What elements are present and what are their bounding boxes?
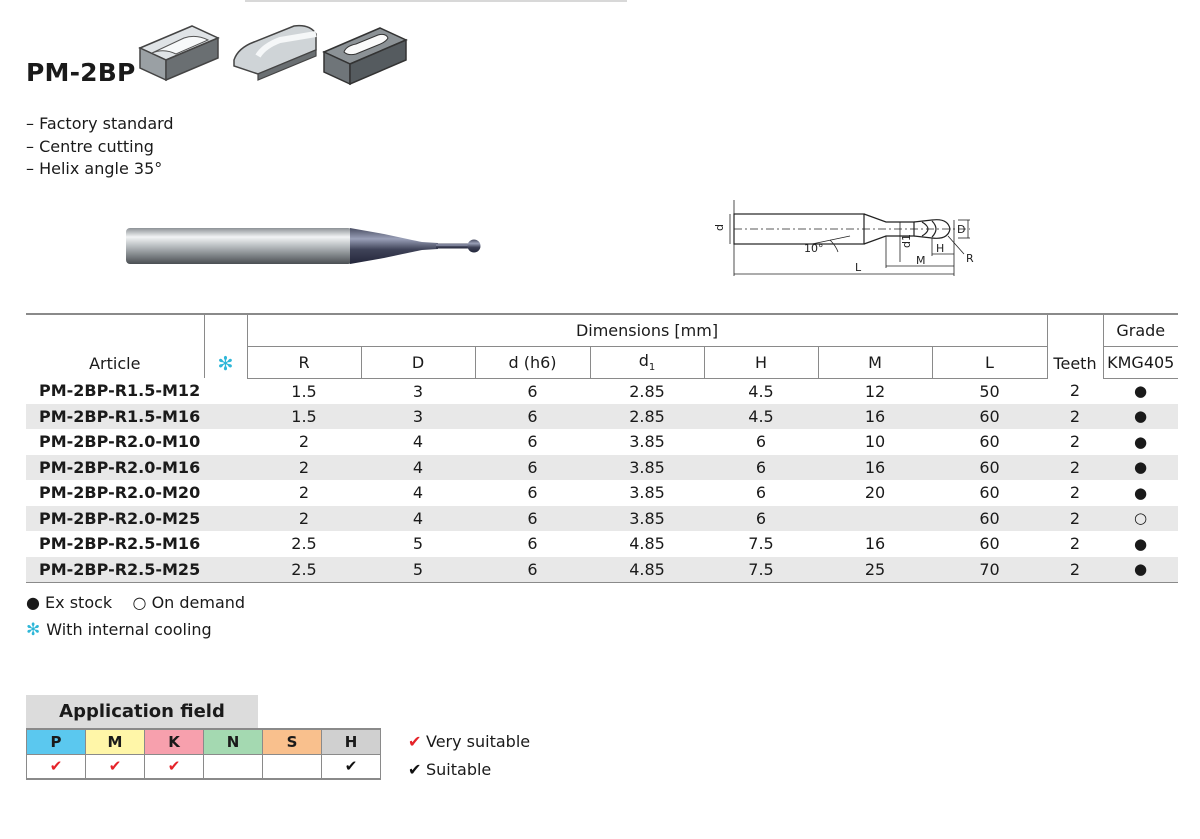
cell-grade: ● <box>1133 483 1148 502</box>
material-p-check-icon: ✔ <box>27 754 86 779</box>
cell-H: 4.5 <box>748 381 774 401</box>
cell-L: 60 <box>932 404 1047 430</box>
cell-article: PM-2BP-R2.0-M20 <box>39 483 201 503</box>
material-n-check-icon <box>204 754 263 779</box>
cell-cooling <box>204 429 247 455</box>
cell-L: 60 <box>932 506 1047 532</box>
cell-d: 6 <box>527 432 538 452</box>
header-article: Article <box>26 314 204 378</box>
feature-item: – Centre cutting <box>26 136 154 156</box>
product-title: PM-2BP <box>26 58 136 87</box>
cell-D: 3 <box>361 404 475 430</box>
header-H: H <box>704 346 818 378</box>
cell-grade: ● <box>1133 382 1148 400</box>
header-grade-code: KMG405 <box>1103 346 1178 378</box>
cell-article: PM-2BP-R2.5-M25 <box>26 557 204 583</box>
header-dimensions: Dimensions [mm] <box>247 314 1047 346</box>
cell-cooling <box>204 455 247 481</box>
dimension-table <box>26 313 1178 583</box>
cell-d: 6 <box>527 534 538 554</box>
dim-label-R: R <box>966 252 974 265</box>
cell-R: 2 <box>298 432 310 452</box>
cell-cooling <box>204 378 247 404</box>
snowflake-icon: ✻ <box>26 620 41 640</box>
material-s: S <box>263 729 322 754</box>
cell-article: PM-2BP-R2.0-M25 <box>26 506 204 532</box>
cell-article: PM-2BP-R2.5-M16 <box>39 534 201 554</box>
application-field-table <box>26 728 381 780</box>
dim-label-angle: 10° <box>804 242 824 255</box>
cell-D: 4 <box>361 455 475 481</box>
cell-cooling <box>204 531 247 557</box>
cell-article: PM-2BP-R2.0-M16 <box>26 455 204 481</box>
end-mill-dimension-drawing <box>700 200 990 286</box>
cell-teeth: 2 <box>1047 455 1103 481</box>
table-row <box>26 378 1178 404</box>
header-d1: $d_1$ <box>590 346 704 378</box>
cell-L: 50 <box>979 381 1000 401</box>
cell-cooling <box>204 506 247 532</box>
cell-d: 6 <box>527 483 538 503</box>
cell-H: 6 <box>704 506 818 532</box>
header-cooling <box>204 314 247 378</box>
application-field-title: Application field <box>26 695 258 728</box>
dim-label-d1: d1 <box>900 234 913 248</box>
table-row <box>26 531 1178 557</box>
cell-d: 6 <box>475 557 590 583</box>
cell-R: 2.5 <box>247 557 361 583</box>
cell-d1: 3.85 <box>629 432 665 452</box>
cell-D: 3 <box>412 381 424 401</box>
legend-on-demand: ○ On demand <box>132 593 246 612</box>
dim-label-L: L <box>855 261 862 274</box>
cell-M: 20 <box>864 483 886 503</box>
cell-R: 1.5 <box>291 381 317 401</box>
cell-M: 16 <box>818 455 932 481</box>
very-suitable-check-icon: ✔ <box>408 732 422 751</box>
header-grade: Grade <box>1103 314 1178 346</box>
legend-ex-stock: ● Ex stock <box>26 593 113 612</box>
cell-teeth: 2 <box>1069 432 1081 452</box>
cell-grade: ○ <box>1103 506 1178 532</box>
material-m-check-icon: ✔ <box>86 754 145 779</box>
cell-teeth: 2 <box>1069 483 1081 503</box>
cell-grade: ● <box>1103 455 1178 481</box>
cell-d1: 3.85 <box>590 506 704 532</box>
cell-L: 70 <box>932 557 1047 583</box>
cell-teeth: 2 <box>1047 506 1103 532</box>
cell-D: 5 <box>361 557 475 583</box>
cell-L: 60 <box>932 455 1047 481</box>
cell-teeth: 2 <box>1047 404 1103 430</box>
cell-grade: ● <box>1133 432 1148 451</box>
cell-d1: 2.85 <box>590 404 704 430</box>
material-h-check-icon: ✔ <box>322 754 381 779</box>
cell-cooling <box>204 480 247 506</box>
cell-D: 5 <box>412 534 424 554</box>
material-k: K <box>145 729 204 754</box>
suitable-label: Suitable <box>426 760 492 779</box>
cell-d: 6 <box>475 506 590 532</box>
table-row <box>26 404 1178 430</box>
material-m: M <box>86 729 145 754</box>
cell-L: 60 <box>979 432 1000 452</box>
cell-teeth: 2 <box>1069 534 1081 554</box>
material-h: H <box>322 729 381 754</box>
application-legend <box>408 728 530 784</box>
cell-grade: ● <box>1103 557 1178 583</box>
cell-d1: 4.85 <box>590 557 704 583</box>
cell-d1: 3.85 <box>629 483 665 503</box>
cell-article: PM-2BP-R2.0-M10 <box>39 432 201 452</box>
end-mill-photo <box>122 220 484 272</box>
cell-d: 6 <box>527 381 538 401</box>
cell-H: 7.5 <box>748 534 774 554</box>
cell-M: 16 <box>864 534 886 554</box>
cell-teeth: 2 <box>1069 381 1081 401</box>
suitable-check-icon: ✔ <box>408 760 422 779</box>
dim-label-d: d <box>713 224 726 231</box>
table-legend <box>26 589 245 644</box>
dim-label-H: H <box>936 242 945 255</box>
header-M: M <box>818 346 932 378</box>
cell-H: 4.5 <box>704 404 818 430</box>
header-teeth: Teeth <box>1047 314 1103 378</box>
cell-R: 1.5 <box>247 404 361 430</box>
cell-L: 60 <box>979 483 1000 503</box>
cell-teeth: 2 <box>1047 557 1103 583</box>
cell-R: 2.5 <box>291 534 317 554</box>
header-L: L <box>932 346 1047 378</box>
cell-M: 16 <box>818 404 932 430</box>
cell-L: 60 <box>979 534 1000 554</box>
cell-H: 6 <box>755 432 767 452</box>
cell-d: 6 <box>475 404 590 430</box>
cell-d: 6 <box>475 455 590 481</box>
material-s-check-icon <box>263 754 322 779</box>
cell-D: 4 <box>412 432 424 452</box>
cell-M: 12 <box>864 381 886 401</box>
cell-H: 6 <box>704 455 818 481</box>
cell-R: 2 <box>247 506 361 532</box>
snowflake-icon: ✻ <box>217 353 234 375</box>
feature-list <box>26 113 174 181</box>
cell-D: 4 <box>361 506 475 532</box>
table-row <box>26 557 1178 583</box>
very-suitable-label: Very suitable <box>426 732 531 751</box>
cell-grade: ● <box>1133 534 1148 553</box>
cell-cooling <box>204 557 247 583</box>
dim-label-D: D <box>957 223 966 236</box>
header-D: D <box>361 346 475 378</box>
legend-internal-cooling: With internal cooling <box>46 620 212 639</box>
table-row <box>26 455 1178 481</box>
cell-article: PM-2BP-R1.5-M16 <box>26 404 204 430</box>
material-n: N <box>204 729 263 754</box>
cell-cooling <box>204 404 247 430</box>
dim-label-M: M <box>916 254 926 267</box>
top-divider <box>245 0 627 2</box>
cell-M <box>818 506 932 532</box>
workpiece-shapes-icon <box>134 18 414 90</box>
cell-R: 2 <box>247 455 361 481</box>
table-row <box>26 506 1178 532</box>
cell-d1: 4.85 <box>629 534 665 554</box>
cell-H: 6 <box>755 483 767 503</box>
cell-H: 7.5 <box>704 557 818 583</box>
cell-article: PM-2BP-R1.5-M12 <box>39 381 201 401</box>
cell-M: 25 <box>818 557 932 583</box>
material-p: P <box>27 729 86 754</box>
cell-D: 4 <box>412 483 424 503</box>
feature-item: – Factory standard <box>26 114 174 133</box>
feature-item: – Helix angle 35° <box>26 159 163 178</box>
header-R: R <box>247 346 361 378</box>
table-row <box>26 480 1178 506</box>
cell-grade: ● <box>1103 404 1178 430</box>
cell-M: 10 <box>864 432 886 452</box>
header-d-h6: d (h6) <box>475 346 590 378</box>
material-k-check-icon: ✔ <box>145 754 204 779</box>
cell-R: 2 <box>298 483 310 503</box>
cell-d1: 2.85 <box>629 381 665 401</box>
cell-d1: 3.85 <box>590 455 704 481</box>
table-row <box>26 429 1178 455</box>
